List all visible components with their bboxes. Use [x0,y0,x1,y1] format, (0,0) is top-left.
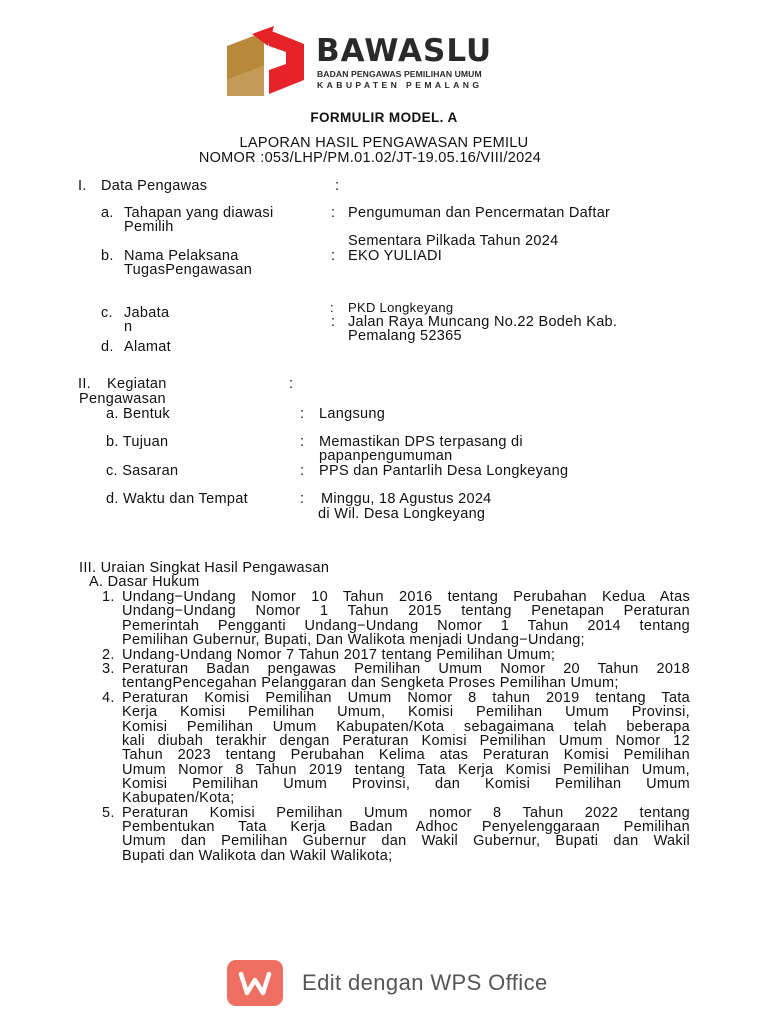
list-line: Komisi Pemilihan Umum Provinsi, dan Komisi Pemilihan Umum [122,776,690,792]
field-label: d. Waktu dan Tempat [106,491,248,507]
item-label: b. [101,248,114,264]
list-line: Peraturan Komisi Pemilihan Umum Nomor 8 tahun 2019 tentang Tata [122,690,690,706]
list-number: 5. [102,805,115,821]
list-line: Pembentukan Tata Kerja Badan Adhoc Penyelenggaraan Pemilihan [122,819,690,835]
colon: : [300,434,305,450]
colon: : [331,205,336,221]
bawaslu-emblem-icon [224,24,306,100]
list-line: Peraturan Komisi Pemilihan Umum nomor 8 Tahun 2022 tentang [122,805,690,821]
colon: : [331,314,336,330]
list-line: tentangPencegahan Pelanggaran dan Sengketa Proses Pemilihan Umum; [122,675,619,691]
field-label: Jabata [124,305,170,321]
field-value: EKO YULIADI [348,248,443,264]
field-value: Memastikan DPS terpasang di [319,434,523,450]
colon: : [335,178,340,194]
field-label: TugasPengawasan [124,262,253,278]
section-heading: Pengawasan [79,391,166,407]
field-value: Pengumuman dan Pencermatan Daftar [348,205,611,221]
list-line: kali diubah terakhir dengan Peraturan Komisi Pemilihan Umum Nomor 12 [122,733,690,749]
list-number: 4. [102,690,115,706]
field-value: Minggu, 18 Agustus 2024 [321,491,492,507]
list-line: Undang−Undang Nomor 10 Tahun 2016 tentang Perubahan Kedua Atas [122,589,690,605]
field-value: Jalan Raya Muncang No.22 Bodeh Kab. [348,314,618,330]
field-label: Alamat [124,339,171,355]
field-label: Pemilih [124,219,174,235]
wps-logo-icon[interactable] [227,960,283,1006]
field-value: papanpengumuman [319,448,453,464]
list-line: Undang-Undang Nomor 7 Tahun 2017 tentang Pemilihan Umum; [122,647,556,663]
list-line: Bupati dan Walikota dan Wakil Walikota; [122,848,393,864]
section-number: I. [78,178,87,194]
report-number: NOMOR :053/LHP/PM.01.02/JT-19.05.16/VIII/2024 [198,150,542,166]
field-label: a. Bentuk [106,406,170,422]
list-line: Kabupaten/Kota; [122,790,235,806]
section-heading: Kegiatan [107,376,167,392]
field-value: Sementara Pilkada Tahun 2024 [348,233,559,249]
logo-subtitle: BADAN PENGAWAS PEMILIHAN UMUM [317,69,482,79]
list-line: Umum dan Pemilihan Gubernur dan Wakil Gubernur, Bupati dan Wakil [122,833,690,849]
list-line: Umum Nomor 8 Tahun 2019 tentang Tata Kerja Komisi Pemilihan Umum, [122,762,690,778]
field-value: Langsung [319,406,386,422]
report-title: LAPORAN HASIL PENGAWASAN PEMILU [239,135,529,151]
list-line: Kerja Komisi Pemilihan Umum, Komisi Pemilihan Umum Provinsi, [122,704,690,720]
field-value: Pemalang 52365 [348,328,462,344]
list-number: 2. [102,647,115,663]
field-label: b. Tujuan [106,434,169,450]
field-label: Tahapan yang diawasi [124,205,274,221]
logo-wordmark: BAWASLU [316,33,493,69]
section-heading: III. Uraian Singkat Hasil Pengawasan [79,560,330,576]
colon: : [300,491,305,507]
field-value: di Wil. Desa Longkeyang [318,506,486,522]
section-heading: Data Pengawas [101,178,208,194]
list-line: Peraturan Badan pengawas Pemilihan Umum Nomor 20 Tahun 2018 [122,661,690,677]
item-label: a. [101,205,114,221]
colon: : [300,463,305,479]
list-line: Undang−Undang Nomor 1 Tahun 2015 tentang Penetapan Peraturan [122,603,690,619]
item-label: d. [101,339,114,355]
list-line: Tahun 2023 tentang Perubahan Kelima atas Peraturan Komisi Pemilihan [122,747,690,763]
field-value: PKD Longkeyang [348,300,454,315]
colon: : [330,300,334,315]
list-line: Pemerintah Pengganti Undang−Undang Nomor 1 Tahun 2014 tentang [122,618,690,634]
colon: : [300,406,305,422]
colon: : [289,376,294,392]
form-label: FORMULIR MODEL. A [310,110,458,125]
field-label: Nama Pelaksana [124,248,239,264]
section-number: II. [78,376,91,392]
field-label: n [124,319,133,335]
list-line: Komisi Pemilihan Umum Kabupaten/Kota sebagaimana telah beberapa [122,719,690,735]
field-value: PPS dan Pantarlih Desa Longkeyang [319,463,569,479]
wps-edit-label[interactable]: Edit dengan WPS Office [302,970,548,995]
field-label: c. Sasaran [106,463,179,479]
list-number: 3. [102,661,115,677]
subsection-heading: A. Dasar Hukum [89,574,200,590]
list-line: Pemilihan Gubernur, Bupati, Dan Walikota menjadi Undang−Undang; [122,632,585,648]
item-label: c. [101,305,113,321]
list-number: 1. [102,589,115,605]
colon: : [331,248,336,264]
logo-region: KABUPATEN PEMALANG [317,80,483,90]
